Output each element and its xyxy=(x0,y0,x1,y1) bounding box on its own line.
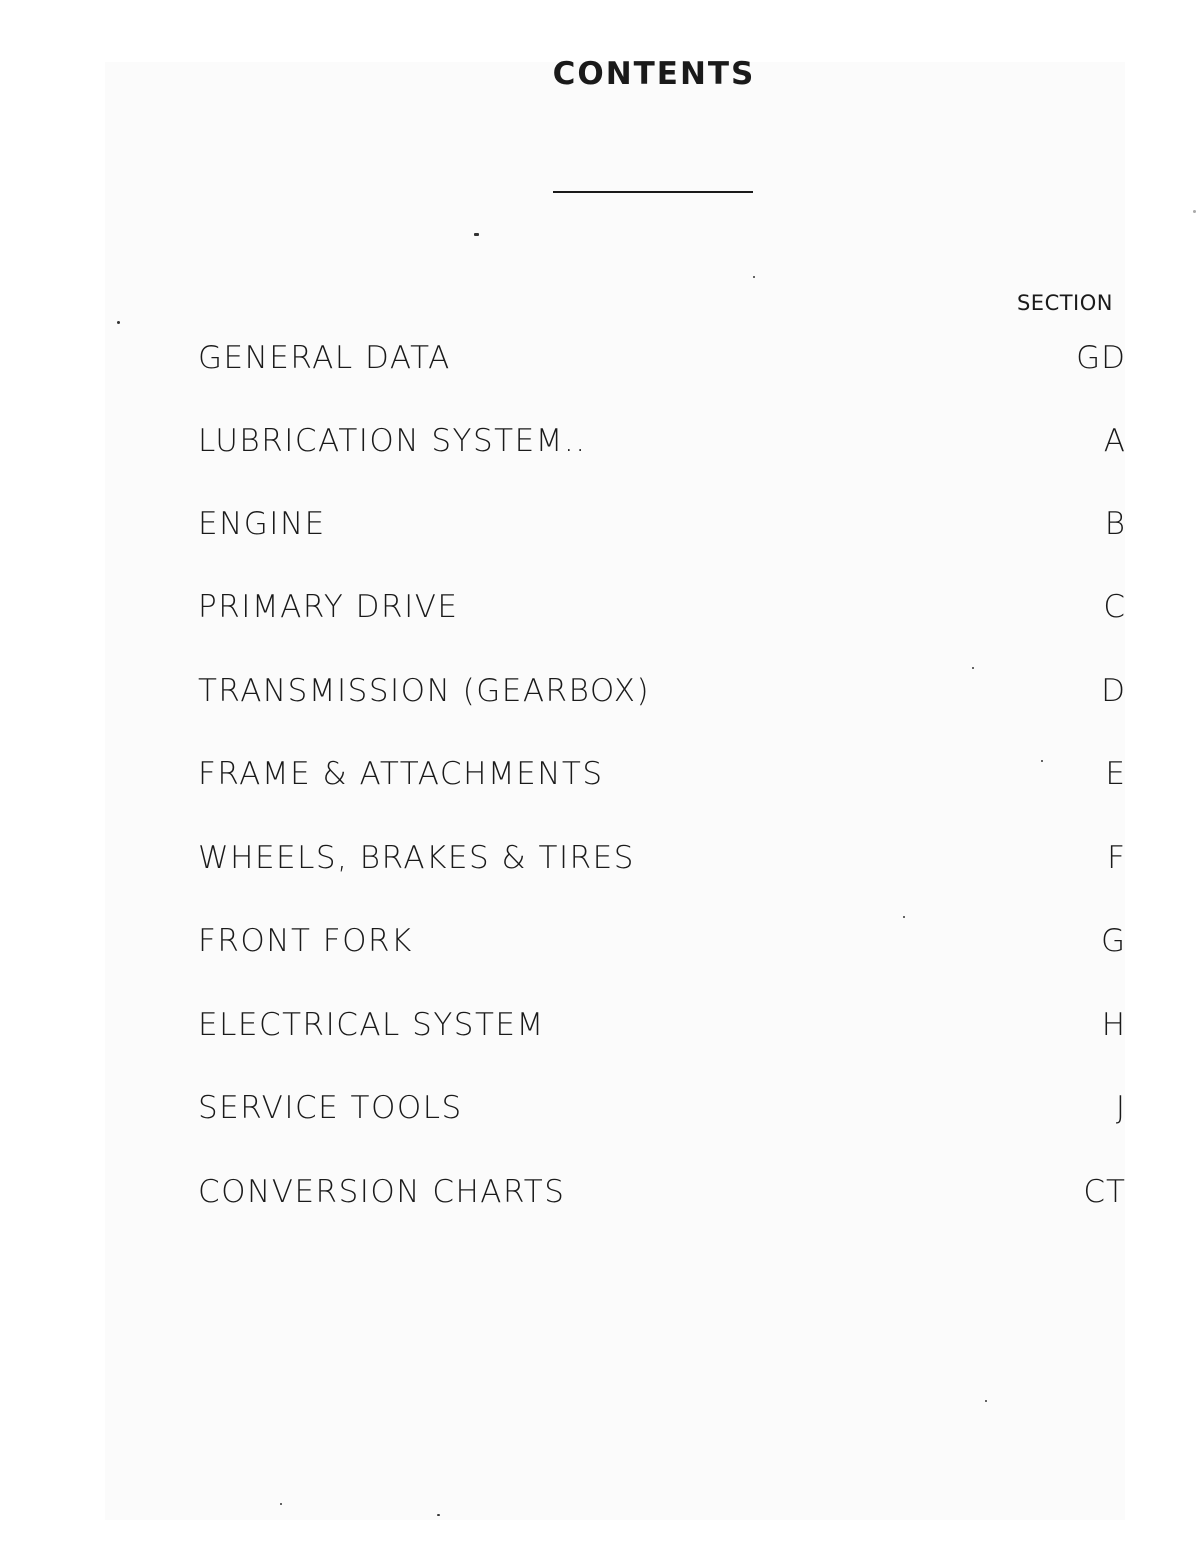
toc-entry-primary-drive[interactable] xyxy=(198,585,1126,629)
toc-entry-wheels-brakes-tires[interactable] xyxy=(198,836,1126,880)
toc-entry-section: D xyxy=(1101,673,1126,709)
toc-entry-label: ENGINE xyxy=(198,506,326,542)
toc-entry-section: C xyxy=(1103,589,1126,625)
toc-entry-engine[interactable] xyxy=(198,502,1126,546)
toc-entry-label: GENERAL DATA xyxy=(198,340,451,376)
scan-speck xyxy=(985,1400,987,1402)
toc-entry-label: CONVERSION CHARTS xyxy=(198,1174,566,1210)
toc-entry-section: CT xyxy=(1083,1174,1126,1210)
toc-entry-conversion-charts[interactable] xyxy=(198,1170,1126,1214)
toc-entry-section: F xyxy=(1107,840,1126,876)
scan-speck xyxy=(437,1514,440,1516)
toc-entry-section: H xyxy=(1101,1007,1126,1043)
toc-entry-section: J xyxy=(1115,1090,1126,1126)
scan-speck xyxy=(117,321,120,324)
toc-entry-label: TRANSMISSION (GEARBOX) xyxy=(198,673,651,709)
toc-entry-service-tools[interactable] xyxy=(198,1086,1126,1130)
toc-entry-transmission[interactable] xyxy=(198,669,1126,713)
toc-entry-label: FRONT FORK xyxy=(198,923,413,959)
scan-speck xyxy=(1193,210,1196,213)
scan-speck xyxy=(280,1503,282,1505)
scan-speck xyxy=(474,233,479,236)
scan-speck xyxy=(1041,760,1043,762)
scan-speck xyxy=(903,916,905,918)
toc-entry-label: LUBRICATION SYSTEM.. xyxy=(198,423,587,459)
toc-entry-label: FRAME & ATTACHMENTS xyxy=(198,756,604,792)
toc-entry-label: WHEELS, BRAKES & TIRES xyxy=(198,840,635,876)
toc-entry-electrical-system[interactable] xyxy=(198,1003,1126,1047)
toc-entry-label: SERVICE TOOLS xyxy=(198,1090,463,1126)
toc-entry-section: E xyxy=(1105,756,1126,792)
toc-entry-frame-attachments[interactable] xyxy=(198,752,1126,796)
toc-entry-section: GD xyxy=(1076,340,1126,376)
scan-speck xyxy=(972,667,974,669)
page-title: CONTENTS xyxy=(552,56,756,92)
toc-entry-front-fork[interactable] xyxy=(198,919,1126,963)
toc-entry-section: G xyxy=(1100,923,1126,959)
toc-entry-label: PRIMARY DRIVE xyxy=(198,589,459,625)
toc-entry-label: ELECTRICAL SYSTEM xyxy=(198,1007,545,1043)
toc-entry-section: A xyxy=(1103,423,1126,459)
toc-entry-general-data[interactable] xyxy=(198,336,1126,380)
section-column-header: SECTION xyxy=(1016,291,1113,315)
toc-entry-lubrication-system[interactable] xyxy=(198,419,1126,463)
scan-speck xyxy=(753,276,755,278)
toc-entry-section: B xyxy=(1104,506,1126,542)
